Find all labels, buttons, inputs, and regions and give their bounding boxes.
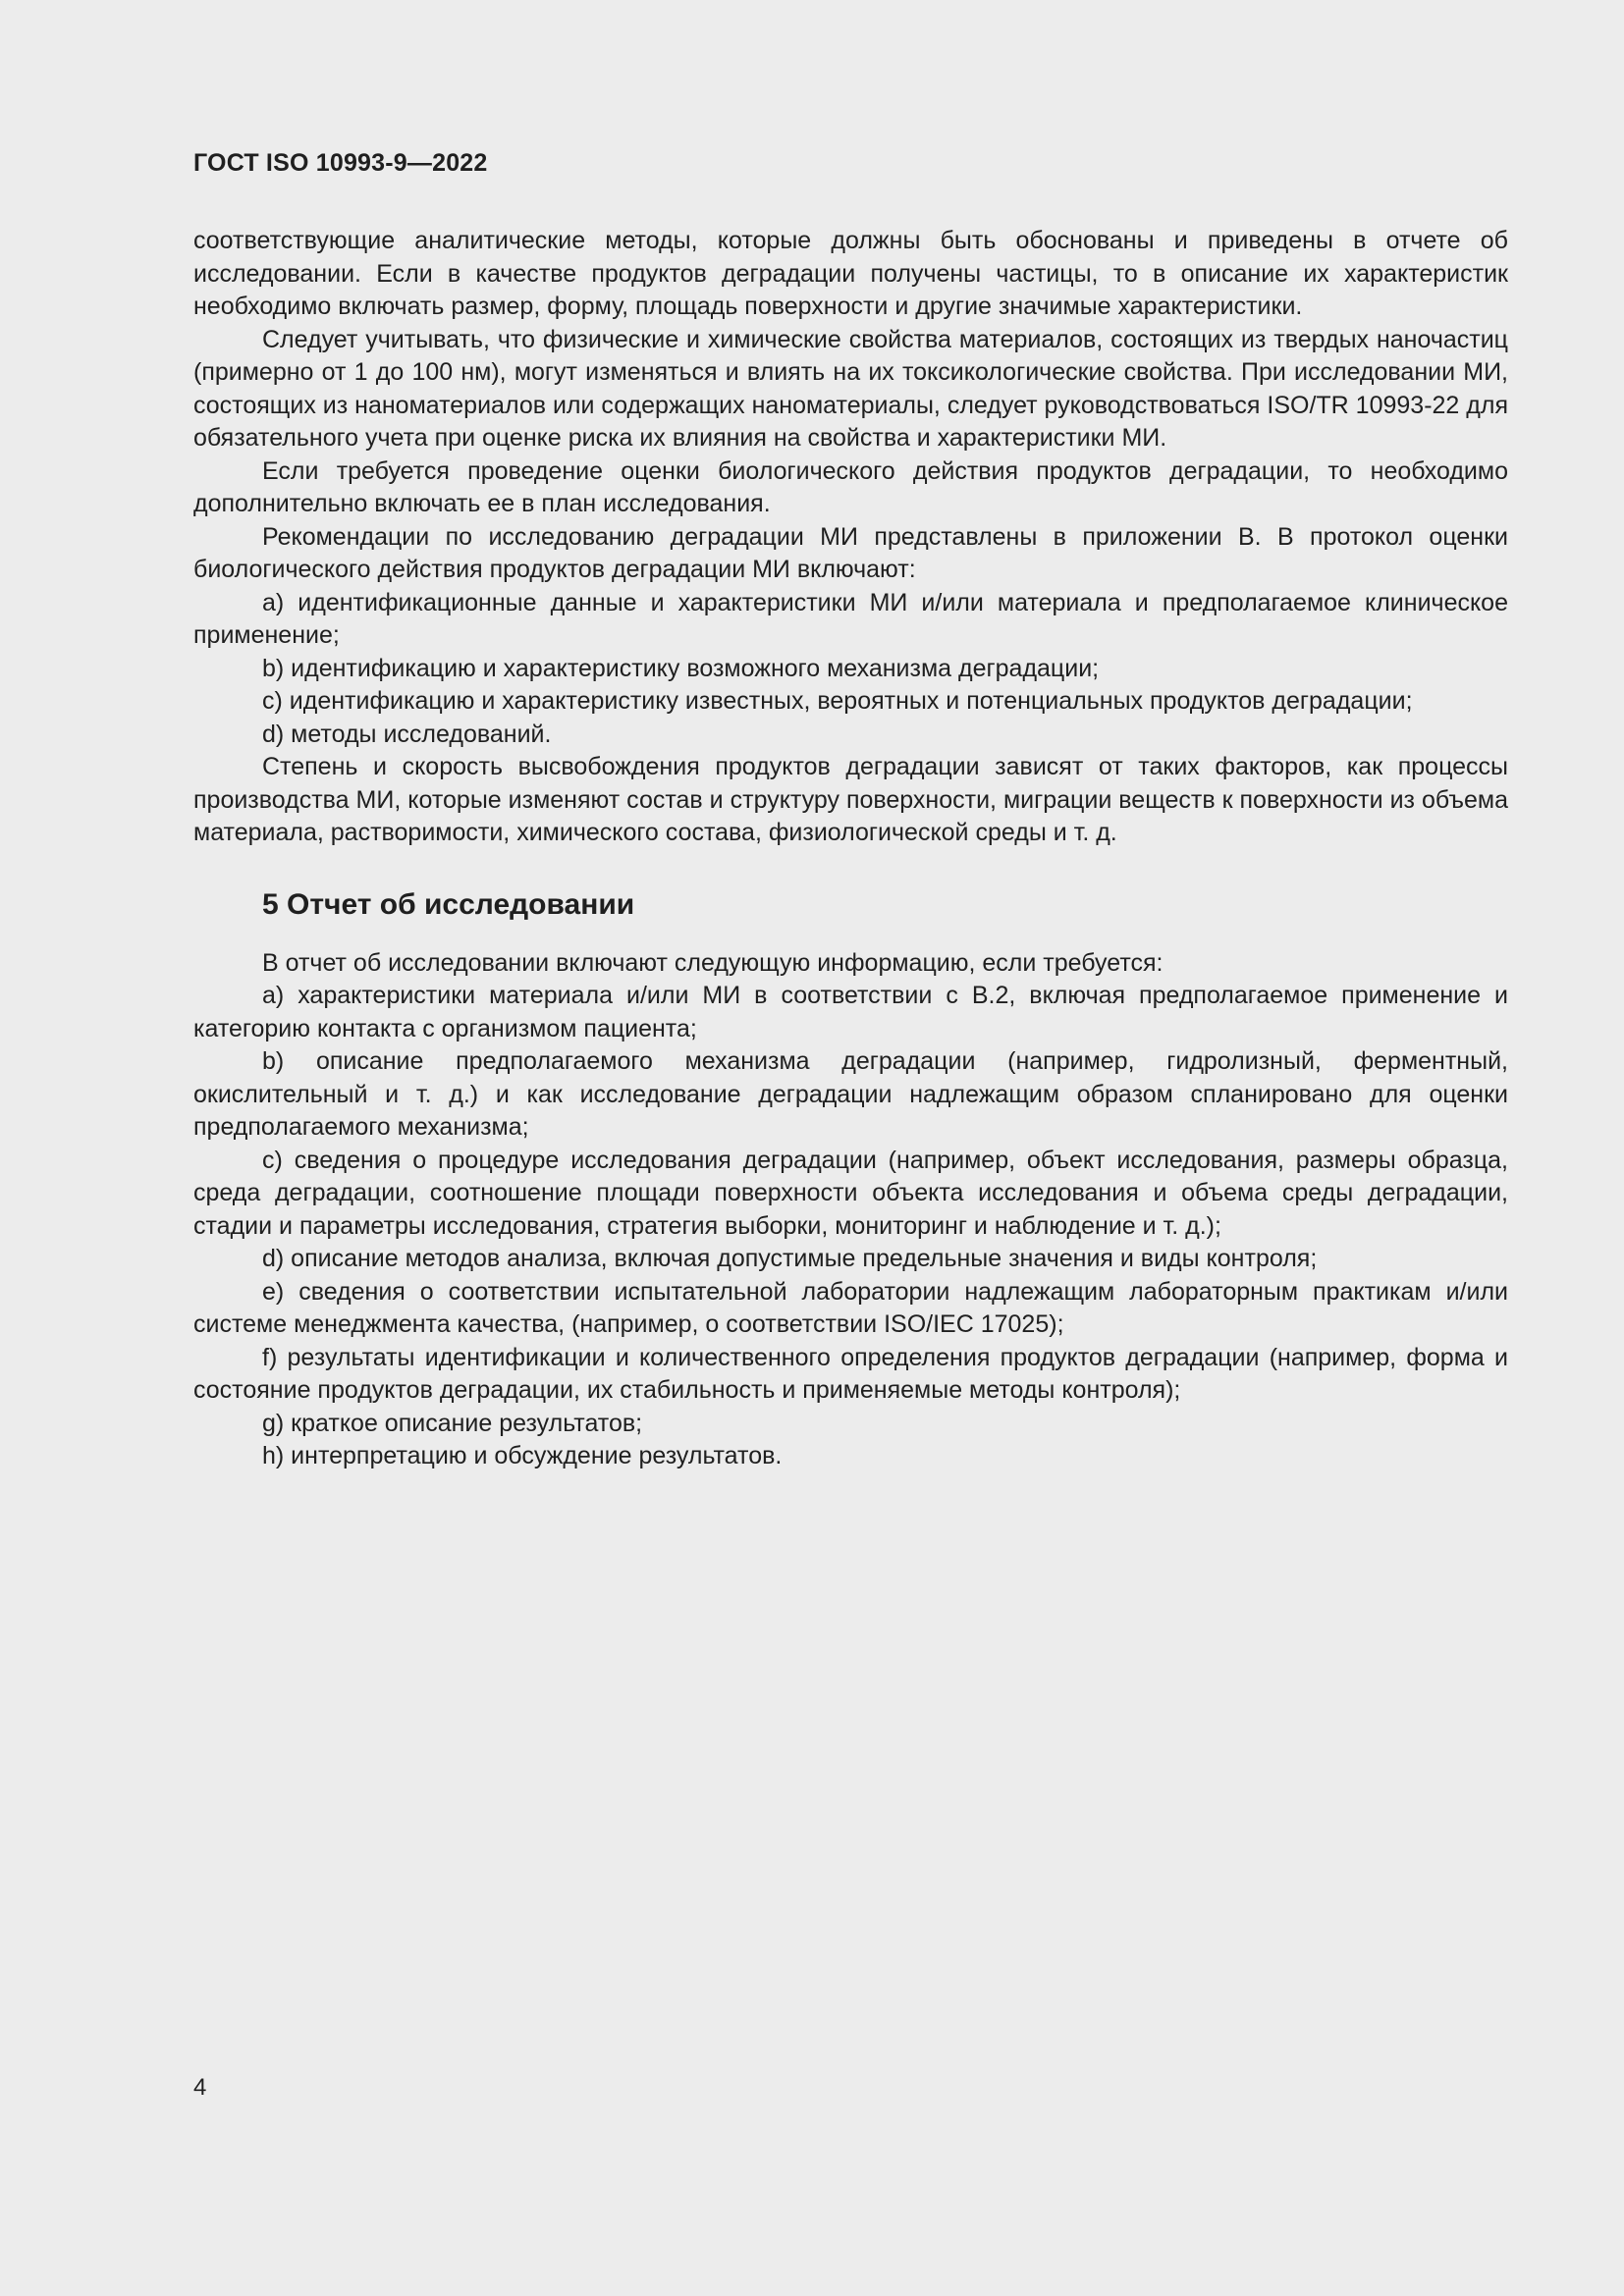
paragraph: соответствующие аналитические методы, которые должны быть обоснованы и приведены в отчете об исследовании. Если в качестве продуктов деградации получены частицы, то в описание их характеристик необходимо включать размер, форму, площадь поверхности и другие значимые характеристики. [193,227,1508,320]
list-item: b) описание предполагаемого механизма деградации (например, гидролизный, ферментный, окислительный и т. д.) и как исследование деградации надлежащим образом спланировано для оценки предполагаемого механизма; [193,1047,1508,1141]
list-item: g) краткое описание результатов; [262,1409,643,1437]
paragraph: Если требуется проведение оценки биологического действия продуктов деградации, то необходимо дополнительно включать ее в план исследования. [193,456,1508,517]
list-item: c) сведения о процедуре исследования деградации (например, объект исследования, размеры образца, среда деградации, соотношение площади поверхности объекта исследования и объема среды деградации, стадии и параметры исследования, стратегия выборки, мониторинг и наблюдение и т. д.); [193,1146,1508,1240]
document-body [193,225,1508,1473]
list-item: f) результаты идентификации и количественного определения продуктов деградации (например, форма и состояние продуктов деградации, их стабильность и применяемые методы контроля); [193,1343,1508,1404]
list-item: c) идентификацию и характеристику известных, вероятных и потенциальных продуктов деградации; [262,687,1413,715]
list-item: b) идентификацию и характеристику возможного механизма деградации; [262,654,1100,682]
paragraph: В отчет об исследовании включают следующую информацию, если требуется: [262,948,1164,977]
document-header: ГОСТ ISO 10993-9—2022 [193,149,488,177]
list-item: e) сведения о соответствии испытательной лаборатории надлежащим лабораторным практикам и/или системе менеджмента качества, (например, о соответствии ISO/IEC 17025); [193,1277,1508,1338]
list-item: a) идентификационные данные и характеристики МИ и/или материала и предполагаемое клиническое применение; [193,588,1508,649]
list-item: a) характеристики материала и/или МИ в соответствии с B.2, включая предполагаемое применение и категорию контакта с организмом пациента; [193,982,1508,1042]
list-item: d) методы исследований. [262,720,552,748]
paragraph: Рекомендации по исследованию деградации МИ представлены в приложении B. В протокол оценки биологического действия продуктов деградации МИ включают: [193,522,1508,583]
list-item: d) описание методов анализа, включая допустимые предельные значения и виды контроля; [262,1245,1318,1272]
section-heading: 5 Отчет об исследовании [262,887,635,921]
list-item: h) интерпретацию и обсуждение результатов. [262,1442,783,1469]
paragraph: Следует учитывать, что физические и химические свойства материалов, состоящих из твердых наночастиц (примерно от 1 до 100 нм), могут изменяться и влиять на их токсикологические свойства. При исследовании МИ, состоящих из наноматериалов или содержащих наноматериалы, следует руководствоваться ISO/TR 10993-22 для обязательного учета при оценке риска их влияния на свойства и характеристики МИ. [193,325,1508,452]
page-number: 4 [193,2074,207,2101]
paragraph: Степень и скорость высвобождения продуктов деградации зависят от таких факторов, как процессы производства МИ, которые изменяют состав и структуру поверхности, миграции веществ к поверхности из объема материала, растворимости, химического состава, физиологической среды и т. д. [193,753,1508,846]
